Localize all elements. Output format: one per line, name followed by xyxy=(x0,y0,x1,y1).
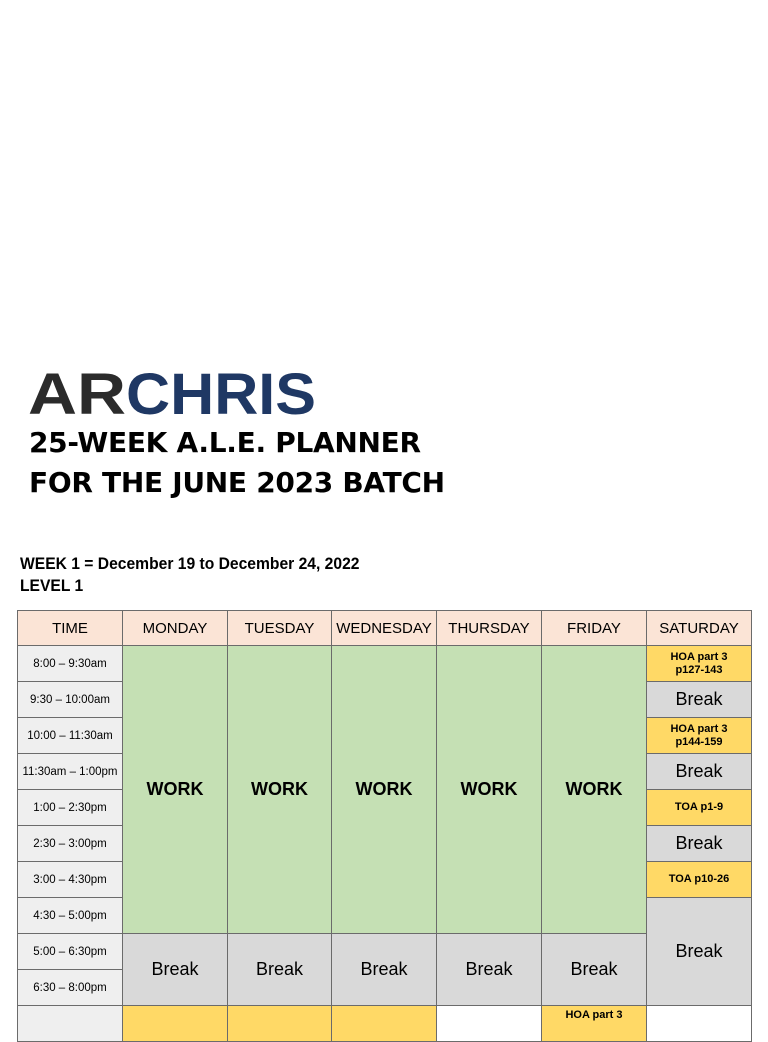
header-row xyxy=(18,611,752,646)
study-label: HOA part 3 xyxy=(565,1009,623,1021)
schedule-table xyxy=(17,610,752,1042)
study-pages: p127-143 xyxy=(675,663,723,676)
time-slot: 8:00 – 9:30am xyxy=(18,646,123,682)
header-tuesday: TUESDAY xyxy=(228,611,332,646)
logo-ar-text: AR xyxy=(28,368,126,416)
time-slot: 3:00 – 4:30pm xyxy=(18,862,123,898)
break-block-thursday: Break xyxy=(437,934,542,1006)
header-friday: FRIDAY xyxy=(542,611,647,646)
work-block-tuesday: WORK xyxy=(228,646,332,934)
time-slot: 9:30 – 10:00am xyxy=(18,682,123,718)
week-info xyxy=(20,553,359,597)
level-label: LEVEL 1 xyxy=(20,576,84,595)
work-block-thursday: WORK xyxy=(437,646,542,934)
saturday-break-1: Break xyxy=(647,682,752,718)
title-line-1: 25-WEEK A.L.E. PLANNER xyxy=(29,426,421,459)
time-slot: 11:30am – 1:00pm xyxy=(18,754,123,790)
title-line-2: FOR THE JUNE 2023 BATCH xyxy=(29,466,445,499)
saturday-study-3: TOA p1-9 xyxy=(647,790,752,826)
saturday-study-4: TOA p10-26 xyxy=(647,862,752,898)
archris-logo xyxy=(28,364,318,416)
saturday-break-3: Break xyxy=(647,826,752,862)
break-block-wednesday: Break xyxy=(332,934,437,1006)
work-block-wednesday: WORK xyxy=(332,646,437,934)
saturday-break-2: Break xyxy=(647,754,752,790)
time-slot: 4:30 – 5:00pm xyxy=(18,898,123,934)
time-slot: 5:00 – 6:30pm xyxy=(18,934,123,970)
table-row xyxy=(18,934,752,970)
header-saturday: SATURDAY xyxy=(647,611,752,646)
header-wednesday: WEDNESDAY xyxy=(332,611,437,646)
work-block-monday: WORK xyxy=(123,646,228,934)
break-block-monday: Break xyxy=(123,934,228,1006)
week-range: WEEK 1 = December 19 to December 24, 2022 xyxy=(20,554,360,573)
archris-logo-mark xyxy=(28,368,318,416)
header-thursday: THURSDAY xyxy=(437,611,542,646)
study-label: HOA part 3 xyxy=(670,650,728,663)
time-slot: 10:00 – 11:30am xyxy=(18,718,123,754)
page-title xyxy=(29,423,445,503)
break-block-tuesday: Break xyxy=(228,934,332,1006)
table-row xyxy=(18,646,752,682)
time-slot: 2:30 – 3:00pm xyxy=(18,826,123,862)
time-slot: 1:00 – 2:30pm xyxy=(18,790,123,826)
study-label: HOA part 3 xyxy=(670,722,728,735)
saturday-break-4: Break xyxy=(647,898,752,1006)
header-time: TIME xyxy=(18,611,123,646)
logo-chris-text: CHRIS xyxy=(126,368,316,416)
saturday-study-2 xyxy=(647,718,752,754)
break-block-friday: Break xyxy=(542,934,647,1006)
saturday-study-1 xyxy=(647,646,752,682)
header-monday: MONDAY xyxy=(123,611,228,646)
study-pages: p144-159 xyxy=(675,735,723,748)
work-block-friday: WORK xyxy=(542,646,647,934)
time-slot: 6:30 – 8:00pm xyxy=(18,970,123,1006)
